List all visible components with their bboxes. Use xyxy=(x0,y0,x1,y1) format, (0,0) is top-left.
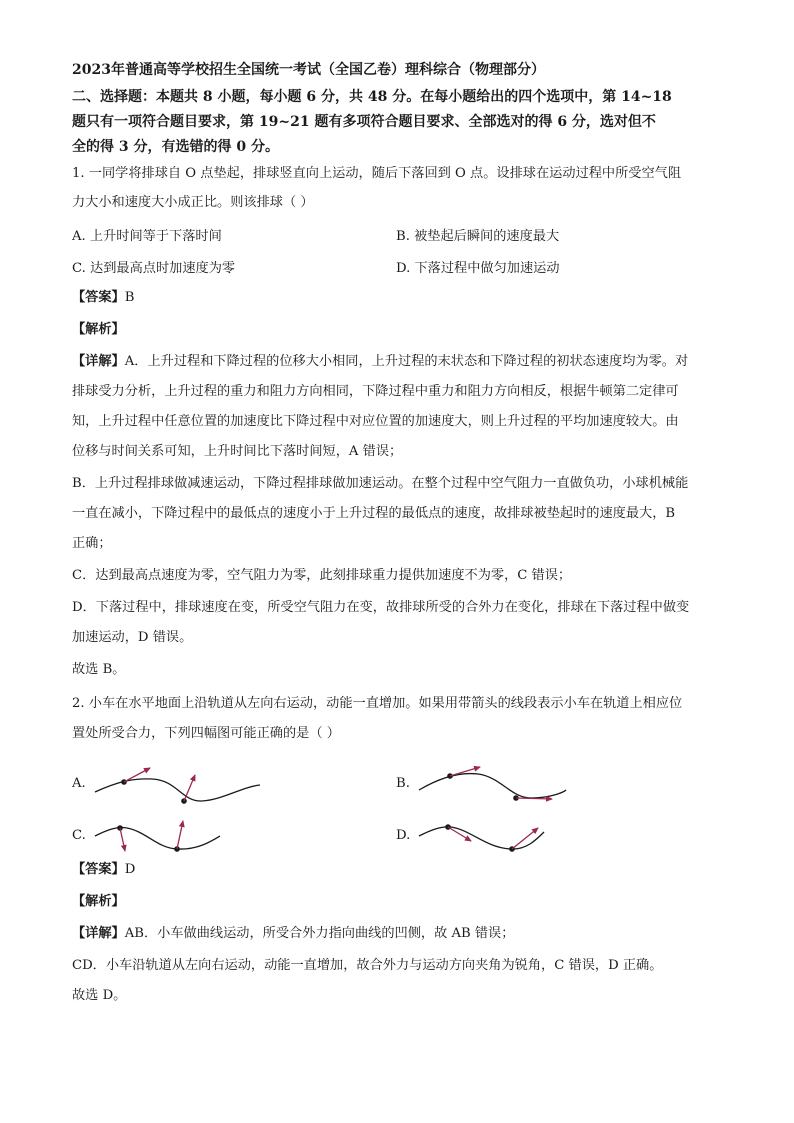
q2-figure-d xyxy=(416,808,616,868)
q1-detail-line-9: D．下落过程中，排球速度在变，所受空气阻力在变，故排球所受的合外力在变化，排球在下落过程中做变 xyxy=(72,600,690,615)
q1-analysis-tag: 【解析】 xyxy=(72,322,125,337)
q2-answer-tag: 【答案】 xyxy=(72,862,125,877)
q2-answer-value: D xyxy=(124,862,136,877)
q1-answer-tag: 【答案】 xyxy=(72,290,125,305)
q1-stem-line-1: 1. 一同学将排球自 O 点垫起，排球竖直向上运动，随后下落回到 O 点。设排球在运动过程中所受空气阻 xyxy=(72,166,682,181)
force-arrow xyxy=(512,828,538,849)
force-arrow xyxy=(184,775,195,801)
q1-detail-line-8: C．达到最高点速度为零，空气阻力为零，此刻排球重力提供加速度不为零，C 错误； xyxy=(72,568,572,583)
q2-detail-line-1: 【详解】AB．小车做曲线运动，所受合外力指向曲线的凹侧，故 AB 错误； xyxy=(72,926,515,941)
track-curve xyxy=(419,774,566,798)
q1-option-a: A. 上升时间等于下落时间 xyxy=(72,229,222,244)
track-curve xyxy=(95,827,220,849)
q1-conclusion: 故选 B。 xyxy=(72,662,126,677)
q1-detail-line-6: 一直在减小，下降过程中的最低点的速度小于上升过程的最低点的速度，故排球被垫起时的速度最大，B xyxy=(72,506,676,521)
q1-stem-line-2: 力大小和速度大小成正比。则该排球（ ） xyxy=(72,195,314,210)
q2-figure-a-label: A. xyxy=(72,776,86,791)
q2-detail-line-2: CD．小车沿轨道从左向右运动，动能一直增加，故合外力与运动方向夹角为锐角，C 错误，D 正确。 xyxy=(72,958,663,973)
section-instruction-line-3: 全的得 3 分，有选错的得 0 分。 xyxy=(72,139,279,155)
q1-detail-line-4: 位移与时间关系可知，上升时间比下落时间短，A 错误； xyxy=(72,444,403,459)
q1-detail-line-1: 【详解】A．上升过程和下降过程的位移大小相同，上升过程的末状态和下降过程的初状态速度均为零。对 xyxy=(72,354,689,369)
q2-analysis-tag: 【解析】 xyxy=(72,894,125,909)
force-arrow xyxy=(177,821,183,849)
q2-answer xyxy=(72,860,135,880)
q1-option-c: C. 达到最高点时加速度为零 xyxy=(72,261,236,276)
q1-detail-line-10: 加速运动，D 错误。 xyxy=(72,630,193,645)
q2-detail-tag: 【详解】 xyxy=(72,926,125,941)
q2-figure-c xyxy=(92,808,292,868)
q2-conclusion: 故选 D。 xyxy=(72,988,127,1003)
q2-figure-b xyxy=(416,752,616,812)
q2-figure-b-label: B. xyxy=(396,776,410,791)
q1-detail-line-2: 排球受力分析，上升过程的重力和阻力方向相同，下降过程中重力和阻力方向相反，根据牛顿第二定律可 xyxy=(72,384,679,399)
track-curve xyxy=(95,779,260,801)
section-instruction-line-1: 二、选择题：本题共 8 小题，每小题 6 分，共 48 分。在每小题给出的四个选项中，第 14~18 xyxy=(72,89,672,105)
q1-detail-line-5: B．上升过程排球做减速运动，下降过程排球做加速运动。在整个过程中空气阻力一直做负功，小球机械能 xyxy=(72,476,689,491)
q2-figure-c-label: C. xyxy=(72,828,86,843)
q1-detail-line-7: 正确； xyxy=(72,536,112,551)
force-arrow xyxy=(450,767,480,776)
q1-option-d: D. 下落过程中做匀加速运动 xyxy=(396,261,560,276)
q2-stem-line-2: 置处所受合力，下列四幅图可能正确的是（ ） xyxy=(72,726,340,741)
q1-answer xyxy=(72,288,134,308)
q1-detail-line-3: 知，上升过程中任意位置的加速度比下降过程中对应位置的加速度大，则上升过程的平均加速度较大。由 xyxy=(72,414,679,429)
q2-stem-line-1: 2. 小车在水平地面上沿轨道从左向右运动，动能一直增加。如果用带箭头的线段表示小车在轨道上相应位 xyxy=(72,696,683,711)
force-arrow xyxy=(120,828,125,851)
q1-option-b: B. 被垫起后瞬间的速度最大 xyxy=(396,229,560,244)
q2-figure-d-label: D. xyxy=(396,828,411,843)
exam-title: 2023年普通高等学校招生全国统一考试（全国乙卷）理科综合（物理部分） xyxy=(72,62,545,78)
q1-answer-value: B xyxy=(124,290,135,305)
q1-detail-tag: 【详解】 xyxy=(72,354,125,369)
q2-figure-a xyxy=(92,752,292,812)
force-arrow xyxy=(516,798,552,799)
section-instruction-line-2: 题只有一项符合题目要求，第 19~21 题有多项符合题目要求、全部选对的得 6 分，选对但不 xyxy=(72,114,656,130)
